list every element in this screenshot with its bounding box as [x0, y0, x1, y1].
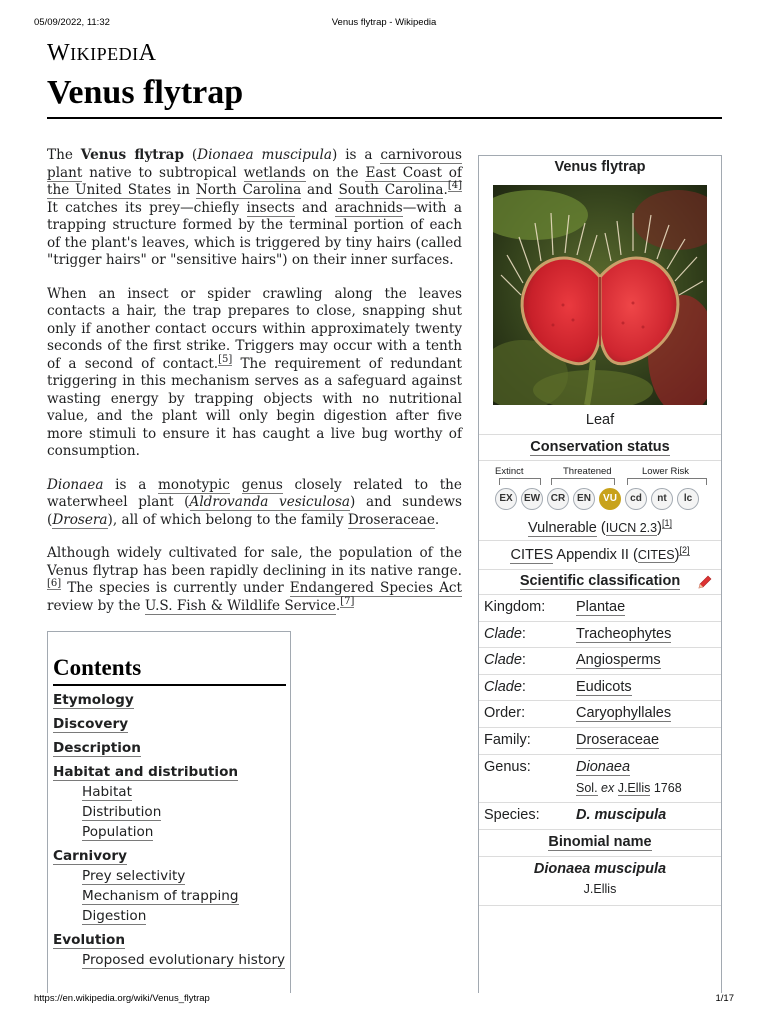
taxonomy-value-link[interactable]: Angiosperms	[576, 652, 661, 668]
toc-item[interactable]: Prey selectivity	[82, 868, 186, 884]
print-header	[34, 17, 734, 31]
binomial-name: Dionaea muscipula	[479, 856, 721, 877]
print-date: 05/09/2022, 11:32	[34, 17, 110, 28]
status-circle-en[interactable]: EN	[573, 488, 595, 510]
paragraph-4: Although widely cultivated for sale, the population of the Venus flytrap has been rapidly declining in its native range.[6] The species is currently under Endangered Species Act review by the U.S. Fish & Wildlife Service.[7]	[47, 545, 463, 614]
link-carnivorous-plant[interactable]: carnivorous plant	[47, 147, 462, 181]
link-endangered-species-act[interactable]: Endangered Species Act	[289, 580, 463, 596]
link-aldrovanda[interactable]: Aldrovanda vesiculosa	[189, 494, 351, 510]
toc-item[interactable]: Digestion	[82, 908, 147, 924]
taxonomy-value-link[interactable]: Droseraceae	[576, 732, 660, 748]
infobox	[478, 155, 722, 993]
taxonomy-value-link[interactable]: Plantae	[576, 599, 626, 615]
edit-pencil-icon[interactable]	[697, 574, 713, 590]
vulnerable-link[interactable]: Vulnerable	[528, 519, 597, 536]
status-citation[interactable]: [1]	[661, 518, 672, 528]
cites-citation[interactable]: [2]	[679, 545, 690, 555]
toc-item[interactable]: Discovery	[53, 716, 129, 732]
status-circle-ew[interactable]: EW	[521, 488, 543, 510]
link-fish-wildlife-service[interactable]: U.S. Fish & Wildlife Service	[144, 597, 336, 614]
binomial-authority: J.Ellis	[583, 882, 617, 896]
toc-list	[53, 690, 288, 970]
citation-5[interactable]: [5]	[218, 353, 233, 365]
citation-7[interactable]: [7]	[340, 595, 355, 607]
print-title: Venus flytrap - Wikipedia	[331, 17, 437, 28]
wordmark-text: WIKIPEDIA	[47, 40, 157, 66]
taxonomy-rank: Kingdom:	[484, 599, 546, 615]
toc-item[interactable]: Etymology	[53, 692, 134, 708]
link-monotypic[interactable]: monotypic	[158, 476, 230, 493]
article-body	[47, 147, 462, 631]
toc-divider	[53, 684, 286, 686]
taxonomy-row-species: Species: D. muscipula	[479, 802, 721, 829]
link-insects[interactable]: insects	[246, 199, 295, 216]
bracket-lower-risk	[627, 478, 707, 485]
toc-item[interactable]: Evolution	[53, 932, 125, 948]
print-footer	[34, 993, 734, 1007]
print-page-number: 1/17	[715, 993, 734, 1004]
cites-line: CITES Appendix II (CITES)[2]	[479, 540, 721, 563]
binomial-name-heading[interactable]: Binomial name	[479, 829, 721, 850]
taxonomy-value-link[interactable]: Caryophyllales	[576, 705, 672, 721]
venus-flytrap-photo[interactable]	[493, 185, 707, 405]
toc-title: Contents	[53, 655, 142, 680]
infobox-bottom-divider	[479, 905, 721, 906]
iucn-status-scale	[495, 466, 709, 526]
toc-item[interactable]: Habitat and distribution	[53, 764, 239, 780]
taxonomy-value-link[interactable]: Tracheophytes	[576, 626, 672, 642]
status-circle-ex[interactable]: EX	[495, 488, 517, 510]
taxonomy-value-link[interactable]: Eudicots	[576, 679, 632, 695]
wikipedia-wordmark[interactable]	[47, 40, 157, 67]
iucn-source-link[interactable]: IUCN 2.3	[605, 520, 658, 535]
scale-label-lower-risk: Lower Risk	[642, 466, 689, 477]
toc-item[interactable]: Proposed evolutionary history	[82, 952, 286, 968]
toc-item[interactable]: Distribution	[82, 804, 162, 820]
paragraph-3: Dionaea is a monotypic genus closely related to the waterwheel plant (Aldrovanda vesiculosa) and sundews (Drosera), all of which belong to the family Droseraceae.	[47, 476, 462, 528]
genus-link[interactable]: Dionaea	[576, 759, 631, 775]
toc-item[interactable]: Habitat	[82, 784, 132, 800]
taxonomy-rank: Clade:	[484, 652, 526, 668]
toc-item[interactable]: Population	[82, 824, 154, 840]
scale-label-threatened: Threatened	[563, 466, 612, 477]
citation-4[interactable]: [4]	[447, 180, 462, 192]
taxonomy-row	[479, 621, 721, 648]
toc-item[interactable]: Description	[53, 740, 141, 756]
citation-6[interactable]: [6]	[47, 578, 62, 590]
taxonomy-row-genus: Genus: Dionaea Sol. ex J.Ellis 1768	[479, 754, 721, 803]
taxonomy-row	[479, 594, 721, 621]
scale-label-extinct: Extinct	[495, 466, 524, 477]
venus-flytrap-image	[493, 185, 707, 405]
toc-item[interactable]: Carnivory	[53, 848, 127, 864]
status-circle-nt[interactable]: nt	[651, 488, 673, 510]
link-south-carolina[interactable]: South Carolina	[338, 182, 444, 198]
link-arachnids[interactable]: arachnids	[334, 199, 403, 216]
scientific-classification-heading[interactable]: Scientific classification	[479, 569, 721, 595]
link-east-coast[interactable]: East Coast of the United States	[47, 164, 462, 198]
paragraph-2: When an insect or spider crawling along the leaves contacts a hair, the trap prepares to close, snapping shut only if another contact occurs within approximately twenty seconds of the first strike. Triggers may occur with a tenth of a second of contact.[5] The requirement of redundant triggering in this mechanism serves as a safeguard against wasting energy by trapping objects with no nutritional value, and the plant will only begin digestion after five more stimuli to ensure it has caught a live bug worthy of consumption.	[47, 285, 462, 459]
conservation-divider	[479, 460, 721, 461]
conservation-status-line: Vulnerable (IUCN 2.3)[1]	[528, 518, 672, 536]
taxonomy-row	[479, 674, 721, 701]
taxonomy-row	[479, 647, 721, 674]
taxonomy-rank: Clade:	[484, 679, 526, 695]
image-caption: Leaf	[585, 412, 615, 428]
table-of-contents	[47, 631, 291, 993]
paragraph-1: The Venus flytrap (Dionaea muscipula) is a carnivorous plant native to subtropical wetlands on the East Coast of the United States in North Carolina and South Carolina.[4] It catches its prey—chiefly insects and arachnids—with a trapping structure formed by the terminal portion of each of the plant's leaves, which is triggered by tiny hairs (called "trigger hairs" or "sensitive hairs") on their inner surfaces.	[47, 147, 462, 268]
link-north-carolina[interactable]: North Carolina	[195, 182, 302, 198]
genus-authority-sol[interactable]: Sol.	[576, 781, 598, 795]
status-circle-vu[interactable]: VU	[599, 488, 621, 510]
bracket-threatened	[551, 478, 615, 485]
print-url: https://en.wikipedia.org/wiki/Venus_flytrap	[34, 993, 210, 1004]
link-drosera[interactable]: Drosera	[52, 511, 108, 528]
conservation-status-heading[interactable]: Conservation status	[479, 434, 721, 455]
link-droseraceae[interactable]: Droseraceae	[347, 511, 435, 528]
genus-authority-ellis[interactable]: J.Ellis	[617, 781, 651, 795]
status-circle-lc[interactable]: lc	[677, 488, 699, 510]
cites-link[interactable]: CITES	[510, 546, 554, 563]
cites-link-2[interactable]: CITES	[637, 547, 675, 562]
status-circle-cr[interactable]: CR	[547, 488, 569, 510]
taxonomy-row	[479, 727, 721, 754]
taxonomy-rank: Clade:	[484, 626, 526, 642]
taxonomy-rank: Family:	[484, 732, 531, 748]
title-divider	[47, 117, 722, 119]
bracket-extinct	[499, 478, 541, 485]
taxonomy-rank: Order:	[484, 705, 526, 721]
page-title: Venus flytrap	[47, 74, 244, 111]
infobox-title: Venus flytrap	[554, 159, 646, 175]
toc-item[interactable]: Mechanism of trapping	[82, 888, 239, 904]
taxonomy-row	[479, 700, 721, 727]
status-circle-cd[interactable]: cd	[625, 488, 647, 510]
link-genus[interactable]: genus	[241, 476, 283, 493]
link-wetlands[interactable]: wetlands	[243, 164, 306, 181]
